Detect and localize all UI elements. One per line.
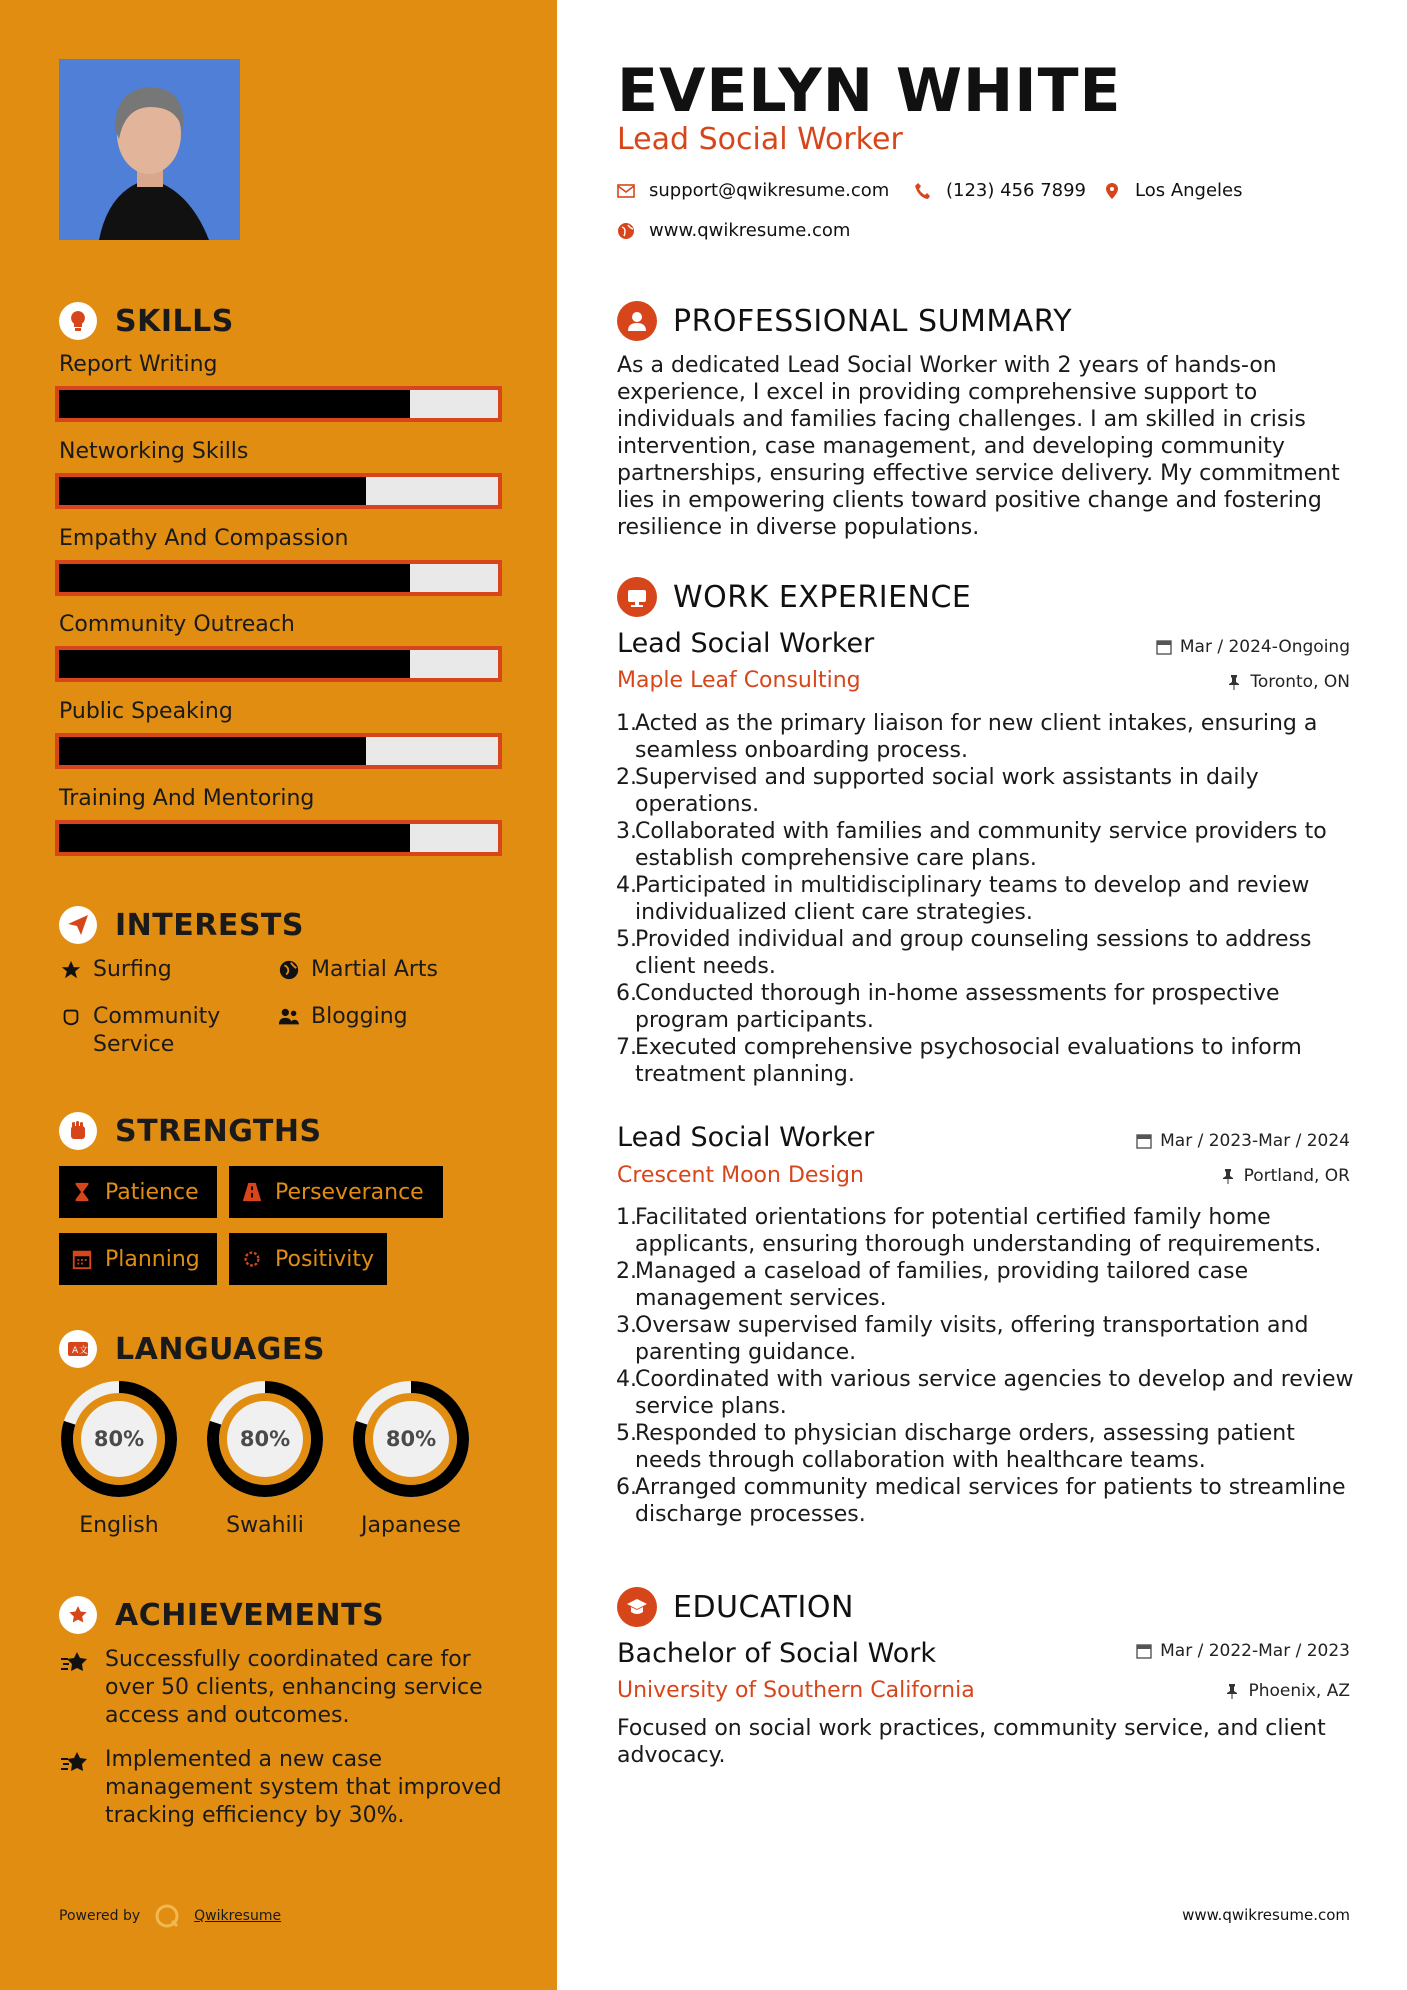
duty-item: Facilitated orientations for potential certified family home applicants, ensuring thorough understanding of requirements. <box>635 1205 1322 1257</box>
medal-icon <box>59 1596 97 1634</box>
language-name: Japanese <box>361 1513 461 1538</box>
language-percent: 80% <box>93 1427 145 1451</box>
job-dates: Mar / 2023-Mar / 2024 <box>1136 1131 1350 1151</box>
job-duties <box>617 710 1362 1088</box>
skill-bar-fill <box>59 477 366 505</box>
job-duties <box>617 1204 1362 1528</box>
pin-icon <box>1220 1168 1236 1184</box>
education-heading: EDUCATION <box>617 1587 854 1627</box>
interest-item: Blogging <box>277 1003 408 1031</box>
skill-label: Community Outreach <box>59 612 295 637</box>
calendar-icon <box>1156 639 1172 655</box>
globe-icon <box>277 956 301 984</box>
languages-heading: A 文 LANGUAGES <box>59 1330 325 1368</box>
contact-email: support@qwikresume.com <box>617 180 889 201</box>
svg-text:文: 文 <box>79 1346 89 1356</box>
experience-heading: WORK EXPERIENCE <box>617 577 971 617</box>
skill-bar <box>55 386 502 422</box>
summary-heading: PROFESSIONAL SUMMARY <box>617 301 1072 341</box>
skill-label: Empathy And Compassion <box>59 526 349 551</box>
strength-chip: Patience <box>59 1166 217 1218</box>
skill-bar <box>55 820 502 856</box>
graduation-icon <box>617 1587 657 1627</box>
job-location: Portland, OR <box>1220 1166 1350 1186</box>
calendar-icon <box>1136 1133 1152 1149</box>
star-trophy-icon <box>59 1646 91 1730</box>
skill-bar <box>55 560 502 596</box>
duty-item: Executed comprehensive psychosocial evaluations to inform treatment planning. <box>635 1035 1302 1087</box>
star-trophy-icon <box>59 1746 91 1830</box>
language-name: English <box>79 1513 159 1538</box>
interest-item: Surfing <box>59 956 172 984</box>
pin-icon <box>1224 1683 1240 1699</box>
pin-icon <box>1226 674 1242 690</box>
lightbulb-icon <box>59 302 97 340</box>
qwikresume-link[interactable]: Qwikresume <box>194 1908 282 1924</box>
paper-plane-icon <box>59 906 97 944</box>
star-icon <box>59 956 83 984</box>
sidebar <box>0 0 557 1990</box>
phone-icon <box>914 182 932 200</box>
duty-item: Supervised and supported social work assistants in daily operations. <box>635 765 1259 817</box>
skills-heading: SKILLS <box>59 302 234 340</box>
education-location: Phoenix, AZ <box>1224 1681 1350 1701</box>
duty-item: Arranged community medical services for patients to streamline discharge processes. <box>635 1475 1346 1527</box>
education-degree: Bachelor of Social Work <box>617 1638 936 1669</box>
summary-text: As a dedicated Lead Social Worker with 2 years of hands-on experience, I excel in providing comprehensive support to individuals and families facing challenges. I am skilled in crisis intervention, case management, and developing community partnerships, ensuring effective service delivery. My commitment lies in empowering clients toward positive change and fostering resilience in diverse populations. <box>617 353 1340 540</box>
interest-item: Martial Arts <box>277 956 438 984</box>
skill-bar <box>55 733 502 769</box>
education-description: Focused on social work practices, community service, and client advocacy. <box>617 1716 1326 1768</box>
duty-item: Conducted thorough in-home assessments for prospective program participants. <box>635 981 1280 1033</box>
powered-by: Powered by Qwikresume <box>59 1903 281 1929</box>
job-dates: Mar / 2024-Ongoing <box>1156 637 1350 657</box>
duty-item: Acted as the primary liaison for new client intakes, ensuring a seamless onboarding process. <box>635 711 1318 763</box>
skill-label: Public Speaking <box>59 699 233 724</box>
language-name: Swahili <box>226 1513 304 1538</box>
skill-label: Networking Skills <box>59 439 249 464</box>
duty-item: Coordinated with various service agencies to develop and review service plans. <box>635 1367 1354 1419</box>
skill-label: Report Writing <box>59 352 218 377</box>
strength-chip: Positivity <box>229 1233 387 1285</box>
main-content <box>557 0 1407 1990</box>
calendar-icon <box>1136 1643 1152 1659</box>
skill-bar <box>55 473 502 509</box>
duty-item: Managed a caseload of families, providing tailored case management services. <box>635 1259 1249 1311</box>
interests-heading: INTERESTS <box>59 906 304 944</box>
contact-website: www.qwikresume.com <box>617 220 850 241</box>
contact-phone: (123) 456 7899 <box>914 180 1086 201</box>
skill-label: Training And Mentoring <box>59 786 315 811</box>
job-company: Maple Leaf Consulting <box>617 668 861 693</box>
briefcase-icon <box>617 577 657 617</box>
skill-bar-fill <box>59 390 410 418</box>
language-item <box>203 1377 327 1538</box>
education-school: University of Southern California <box>617 1678 975 1703</box>
candidate-name: EVELYN WHITE <box>617 56 1122 126</box>
strengths-heading: STRENGTHS <box>59 1112 322 1150</box>
contact-location: Los Angeles <box>1103 180 1243 201</box>
language-ring <box>349 1377 473 1501</box>
duty-item: Collaborated with families and community service providers to establish comprehensive care plans. <box>635 819 1327 871</box>
user-icon <box>617 301 657 341</box>
job-title: Lead Social Worker <box>617 1122 875 1153</box>
skill-bar <box>55 646 502 682</box>
skill-bar-fill <box>59 564 410 592</box>
job-location: Toronto, ON <box>1226 672 1350 692</box>
strength-chip: Perseverance <box>229 1166 443 1218</box>
hourglass-icon <box>71 1181 93 1203</box>
hand-icon <box>59 1003 83 1031</box>
education-dates: Mar / 2022-Mar / 2023 <box>1136 1641 1350 1661</box>
achievements-heading: ACHIEVEMENTS <box>59 1596 384 1634</box>
calendar-icon <box>71 1248 93 1270</box>
map-pin-icon <box>1103 182 1121 200</box>
profile-photo <box>59 59 240 240</box>
strength-chip: Planning <box>59 1233 217 1285</box>
job-title: Lead Social Worker <box>617 628 875 659</box>
globe-icon <box>617 222 635 240</box>
language-percent: 80% <box>239 1427 291 1451</box>
qwikresume-logo-icon <box>154 1903 180 1929</box>
interest-item: Community Service <box>59 1003 259 1059</box>
skill-bar-fill <box>59 824 410 852</box>
fist-icon <box>59 1112 97 1150</box>
language-item <box>57 1377 181 1538</box>
achievement-item: Successfully coordinated care for over 50 clients, enhancing service access and outcomes. <box>59 1646 509 1730</box>
language-icon <box>59 1330 97 1368</box>
duty-item: Oversaw supervised family visits, offering transportation and parenting guidance. <box>635 1313 1309 1365</box>
skill-bar-fill <box>59 650 410 678</box>
envelope-icon <box>617 182 635 200</box>
duty-item: Responded to physician discharge orders, assessing patient needs through collaboration with healthcare teams. <box>635 1421 1295 1473</box>
duty-item: Participated in multidisciplinary teams to develop and review individualized client care strategies. <box>635 873 1310 925</box>
language-item <box>349 1377 473 1538</box>
achievement-item: Implemented a new case management system that improved tracking efficiency by 30%. <box>59 1746 509 1830</box>
users-icon <box>277 1003 301 1031</box>
road-icon <box>241 1181 263 1203</box>
job-company: Crescent Moon Design <box>617 1163 864 1188</box>
footer-url[interactable]: www.qwikresume.com <box>1182 1906 1350 1924</box>
sun-icon <box>241 1248 263 1270</box>
language-percent: 80% <box>385 1427 437 1451</box>
skill-bar-fill <box>59 737 366 765</box>
language-ring <box>203 1377 327 1501</box>
duty-item: Provided individual and group counseling sessions to address client needs. <box>635 927 1312 979</box>
svg-text:A: A <box>72 1346 79 1356</box>
candidate-role: Lead Social Worker <box>617 122 903 157</box>
language-ring <box>57 1377 181 1501</box>
